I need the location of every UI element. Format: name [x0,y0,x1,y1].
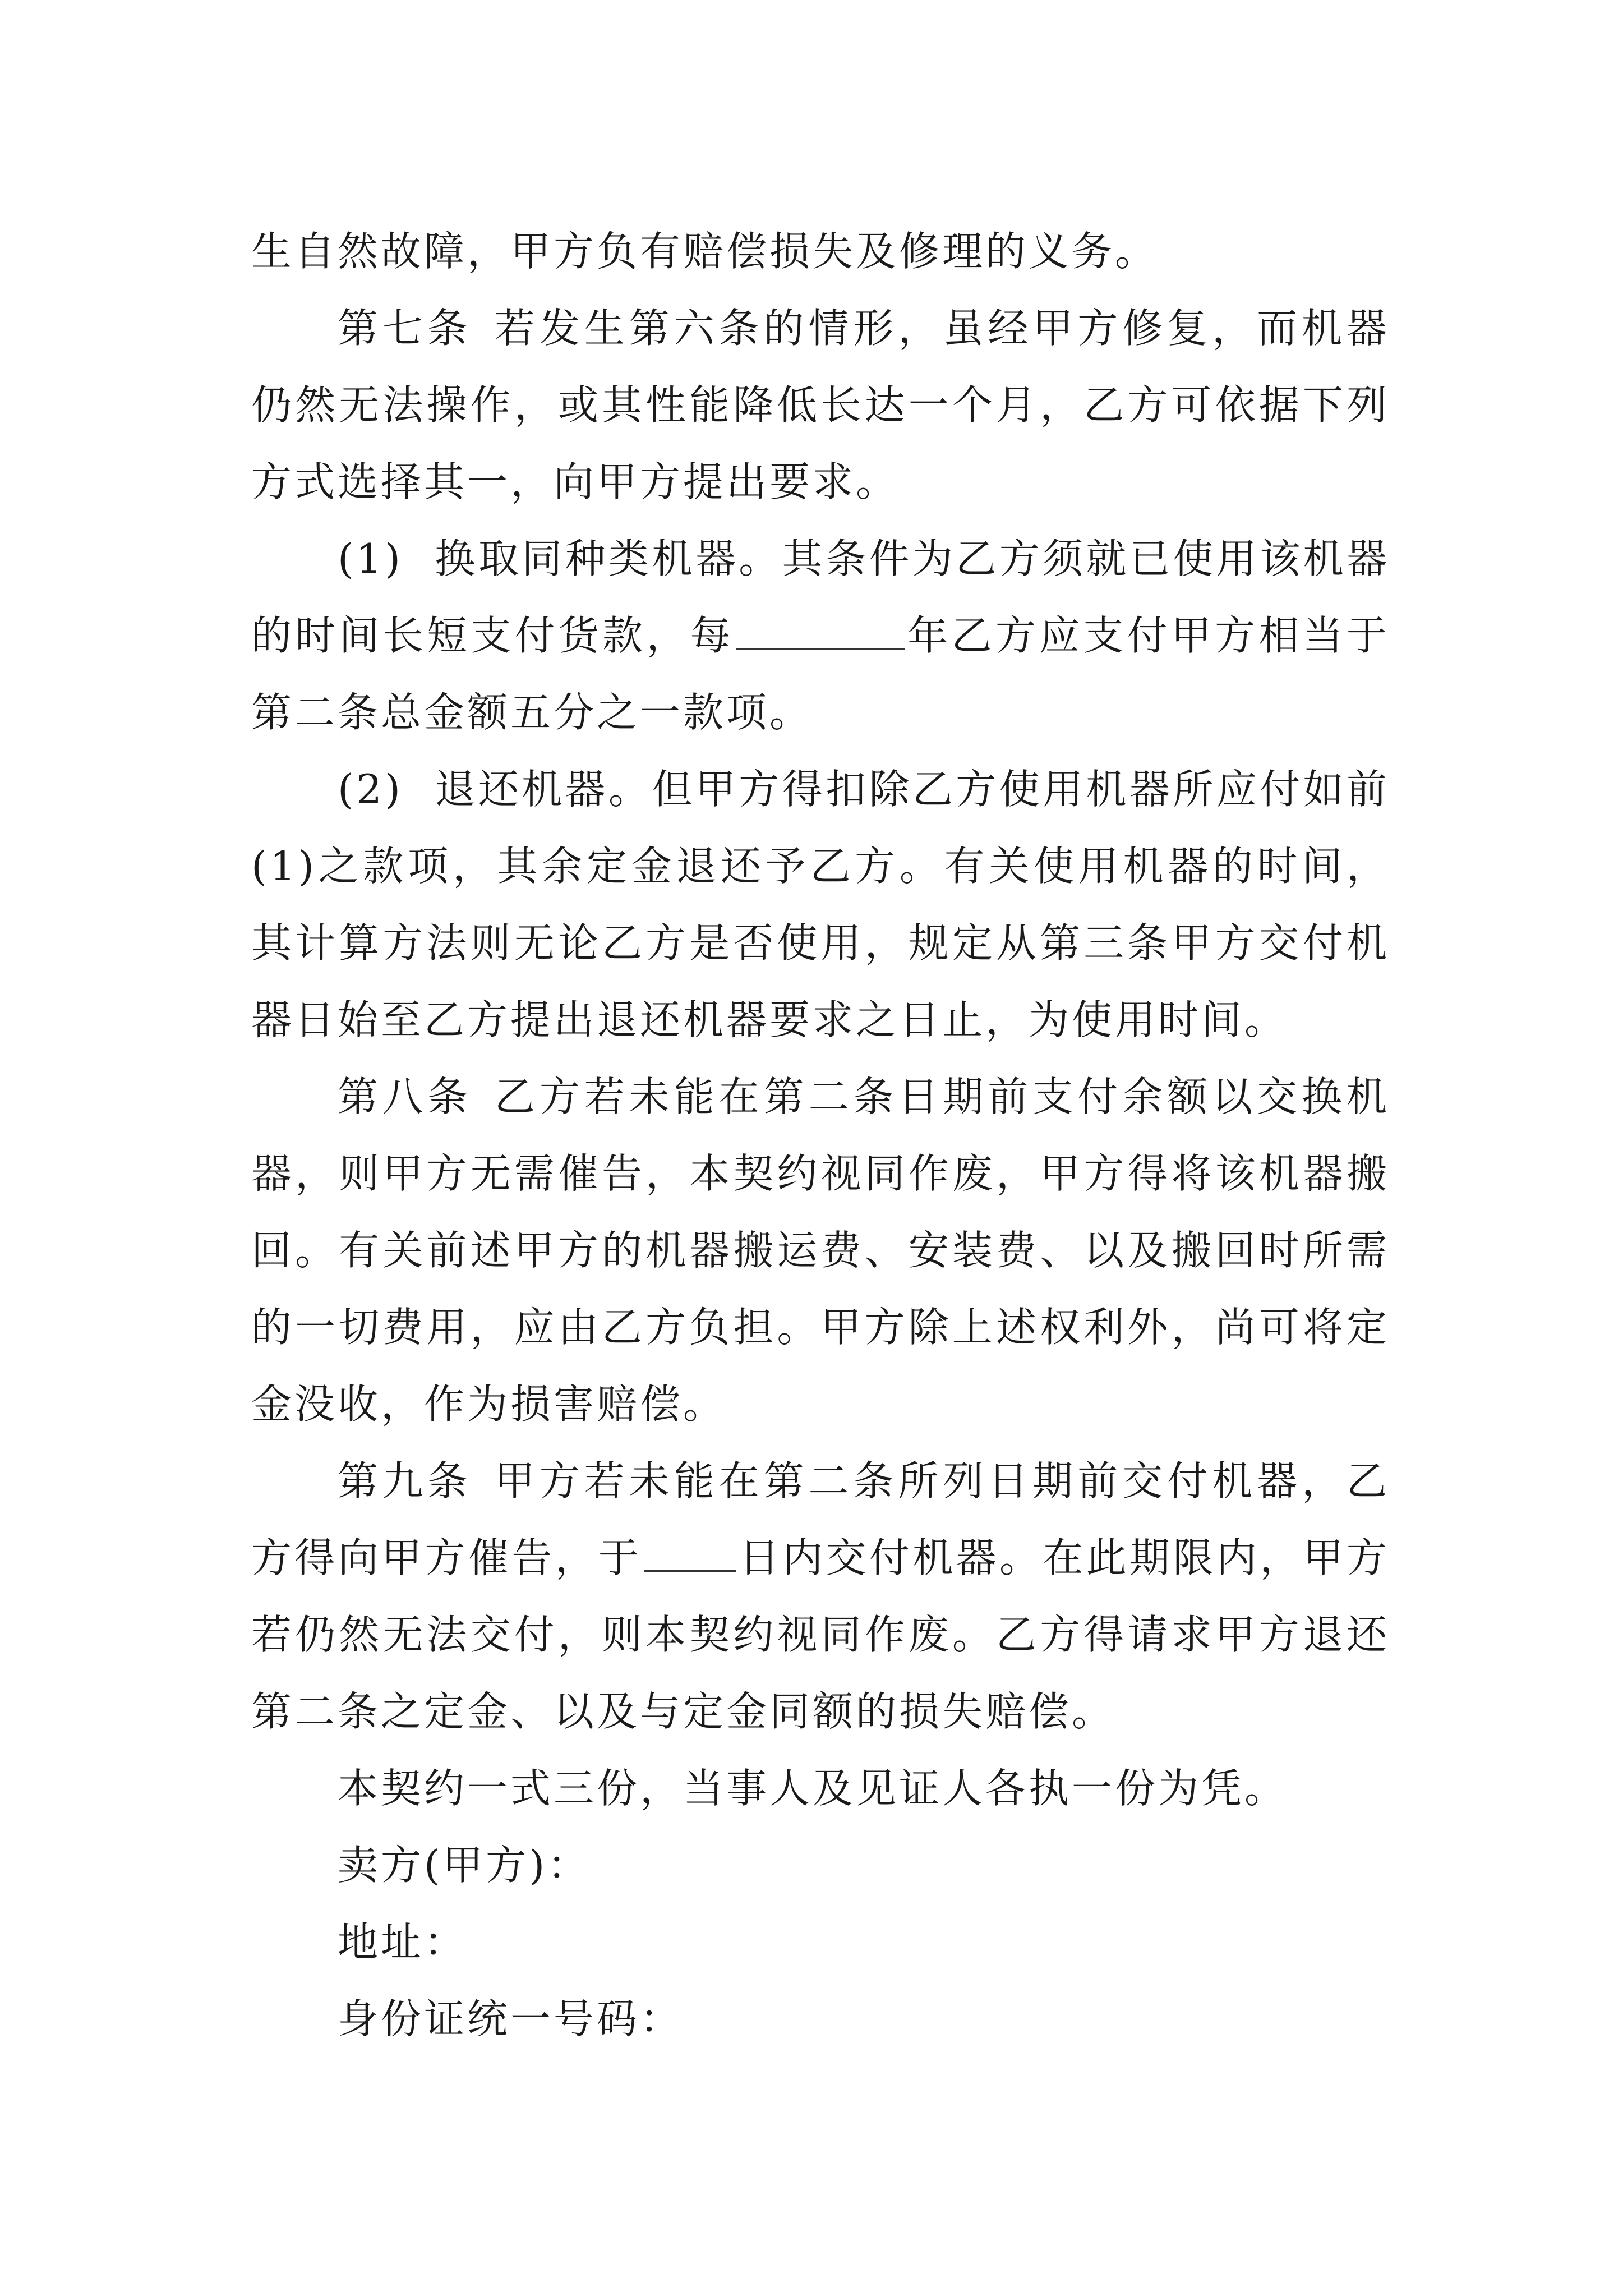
article-text-before: 甲方若未能在第二条所列日期前交付机器，乙方得向甲方催告，于 [251,1457,1390,1581]
closing-text: 本契约一式三份，当事人及见证人各执一份为凭。 [338,1765,1288,1812]
item-text-before: 换取同种类机器。其条件为乙方须就已使用该机器的时间长短支付货款，每 [251,535,1390,659]
signature-address-label: 地址： [338,1918,468,1966]
paragraph-text: 生自然故障，甲方负有赔偿损失及修理的义务。 [251,228,1159,275]
item-label: (2) [338,766,403,813]
article-7 [251,290,1390,521]
article-text: 若发生第六条的情形，虽经甲方修复，而机器仍然无法操作，或其性能降低长达一个月，乙方可依据下列方式选择其一，向甲方提出要求。 [251,305,1390,505]
item-text: 退还机器。但甲方得扣除乙方使用机器所应付如前(1)之款项，其余定金退还予乙方。有关使用机器的时间，其计算方法则无论乙方是否使用，规定从第三条甲方交付机器日始至乙方提出退还机器要求之日止，为使用时间。 [251,766,1390,1043]
article-label: 第九条 [338,1457,472,1504]
signature-seller [251,1827,1390,1904]
item-2 [251,751,1390,1059]
signature-seller-label: 卖方(甲方)： [338,1842,591,1889]
item-text-after: 年乙方应支付甲方相当于第二条总金额五分之一款项。 [251,612,1390,736]
signature-id-number [251,1981,1390,2058]
item-1 [251,521,1390,751]
article-label: 第八条 [338,1073,472,1120]
document-body [251,213,1390,2058]
signature-address [251,1904,1390,1981]
article-text: 乙方若未能在第二条日期前支付余额以交换机器，则甲方无需催告，本契约视同作废，甲方得将该机器搬回。有关前述甲方的机器搬运费、安装费、以及搬回时所需的一切费用，应由乙方负担。甲方除上述权利外，尚可将定金没收，作为损害赔偿。 [251,1073,1390,1428]
signature-id-number-label: 身份证统一号码： [338,1995,684,2042]
article-9 [251,1443,1390,1750]
paragraph-continuation [251,213,1390,290]
fill-in-blank-days[interactable] [644,1531,736,1572]
article-text-after: 日内交付机器。在此期限内，甲方若仍然无法交付，则本契约视同作废。乙方得请求甲方退还第二条之定金、以及与定金同额的损失赔偿。 [251,1534,1390,1735]
article-8 [251,1059,1390,1443]
article-label: 第七条 [338,305,472,352]
fill-in-blank-years[interactable] [736,609,905,650]
closing-statement [251,1750,1390,1827]
item-label: (1) [338,535,403,582]
